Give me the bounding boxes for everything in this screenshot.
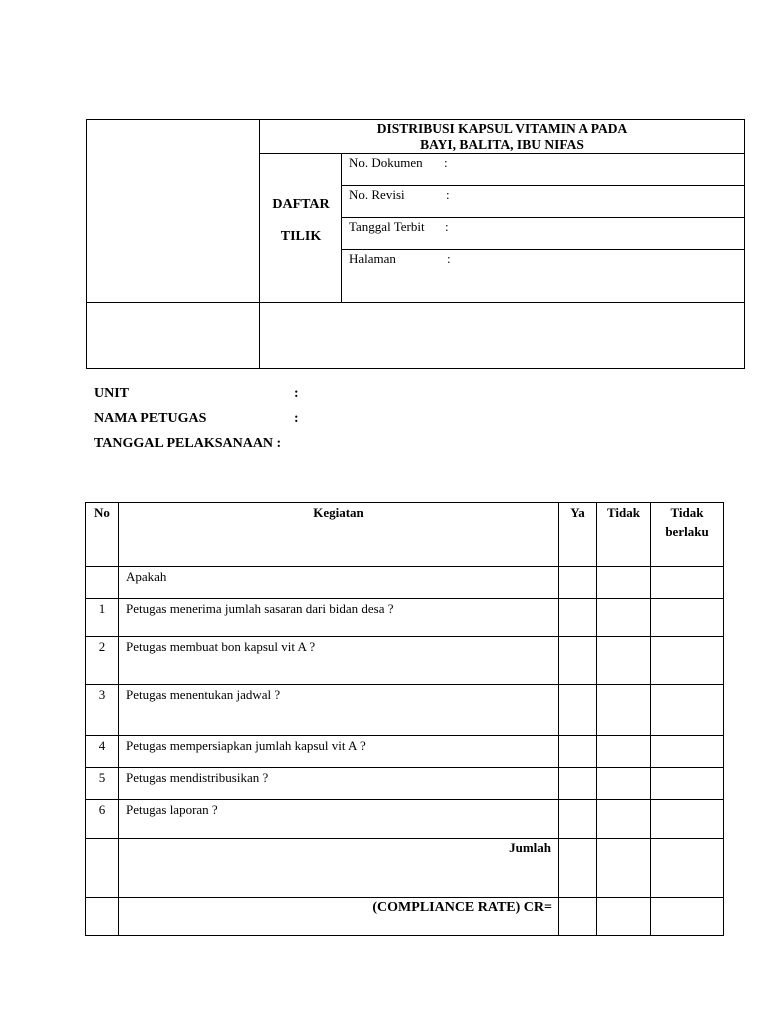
table-col-divider-no xyxy=(118,502,119,936)
field-label-nama-petugas: NAMA PETUGAS xyxy=(94,411,207,426)
header-border-right xyxy=(744,119,745,369)
table-row-line-5 xyxy=(85,799,724,800)
signature-cell-right xyxy=(260,303,744,368)
meta-label-no-revisi: No. Revisi xyxy=(349,187,405,202)
row-number: 6 xyxy=(98,802,106,817)
field-sep-unit: : xyxy=(294,386,299,401)
doc-type-line-1: DAFTAR xyxy=(272,197,330,212)
table-row-line-6 xyxy=(85,838,724,839)
table-row-line-1 xyxy=(85,636,724,637)
row-number: 2 xyxy=(98,639,106,654)
row-number: 4 xyxy=(98,738,106,753)
table-col-divider-tidak xyxy=(650,502,651,936)
row-activity-text: Petugas mendistribusikan ? xyxy=(126,770,269,785)
meta-sep-no-revisi: : xyxy=(446,187,450,202)
row-number: 1 xyxy=(98,601,106,616)
intro-question-label: Apakah xyxy=(126,569,167,584)
meta-sep-no-dokumen: : xyxy=(444,155,448,170)
row-activity-text: Petugas laporan ? xyxy=(126,802,218,817)
signature-cell-left xyxy=(87,303,259,368)
column-header-tidak: Tidak xyxy=(606,505,640,520)
column-header-tidak-berlaku-line-1: Tidak xyxy=(670,505,704,520)
row-activity-text: Petugas membuat bon kapsul vit A ? xyxy=(126,639,316,654)
meta-divider-2 xyxy=(341,217,745,218)
document-title-line-1: DISTRIBUSI KAPSUL VITAMIN A PADA xyxy=(376,121,628,136)
row-number: 5 xyxy=(98,770,106,785)
meta-label-halaman: Halaman xyxy=(349,251,396,266)
row-activity-text: Petugas menerima jumlah sasaran dari bidan desa ? xyxy=(126,601,394,616)
table-border-bottom xyxy=(85,935,724,936)
document-title-line-2: BAYI, BALITA, IBU NIFAS xyxy=(420,137,584,152)
header-doc-type-divider xyxy=(341,153,342,303)
row-number: 3 xyxy=(98,687,106,702)
column-header-kegiatan: Kegiatan xyxy=(313,505,364,520)
table-border-top xyxy=(85,502,724,503)
header-title-divider xyxy=(259,153,745,154)
table-row-line-total xyxy=(85,897,724,898)
field-label-tanggal-pelaksanaan: TANGGAL PELAKSANAAN : xyxy=(94,436,282,451)
header-border-bottom xyxy=(86,368,745,369)
column-header-ya: Ya xyxy=(570,505,585,520)
table-col-divider-kegiatan xyxy=(558,502,559,936)
meta-label-no-dokumen: No. Dokumen xyxy=(349,155,423,170)
field-label-unit: UNIT xyxy=(94,386,130,401)
meta-divider-3 xyxy=(341,249,745,250)
row-activity-text: Petugas menentukan jadwal ? xyxy=(126,687,281,702)
meta-sep-halaman: : xyxy=(447,251,451,266)
doc-type-line-2: TILIK xyxy=(280,229,322,244)
table-row-line-2 xyxy=(85,684,724,685)
table-row-line-intro xyxy=(85,598,724,599)
table-border-right xyxy=(723,502,724,936)
meta-label-tanggal-terbit: Tanggal Terbit xyxy=(349,219,425,234)
field-sep-nama-petugas: : xyxy=(294,411,299,426)
column-header-tidak-berlaku-line-2: berlaku xyxy=(665,524,709,539)
total-label: Jumlah xyxy=(509,840,551,855)
logo-cell xyxy=(87,120,259,302)
compliance-rate-label: (COMPLIANCE RATE) CR= xyxy=(372,900,552,915)
table-row-line-3 xyxy=(85,735,724,736)
table-row-line-header xyxy=(85,566,724,567)
row-activity-text: Petugas mempersiapkan jumlah kapsul vit A ? xyxy=(126,738,366,753)
column-header-no: No xyxy=(94,505,110,520)
table-border-left xyxy=(85,502,86,936)
meta-divider-1 xyxy=(341,185,745,186)
table-col-divider-ya xyxy=(596,502,597,936)
table-row-line-4 xyxy=(85,767,724,768)
meta-sep-tanggal-terbit: : xyxy=(445,219,449,234)
